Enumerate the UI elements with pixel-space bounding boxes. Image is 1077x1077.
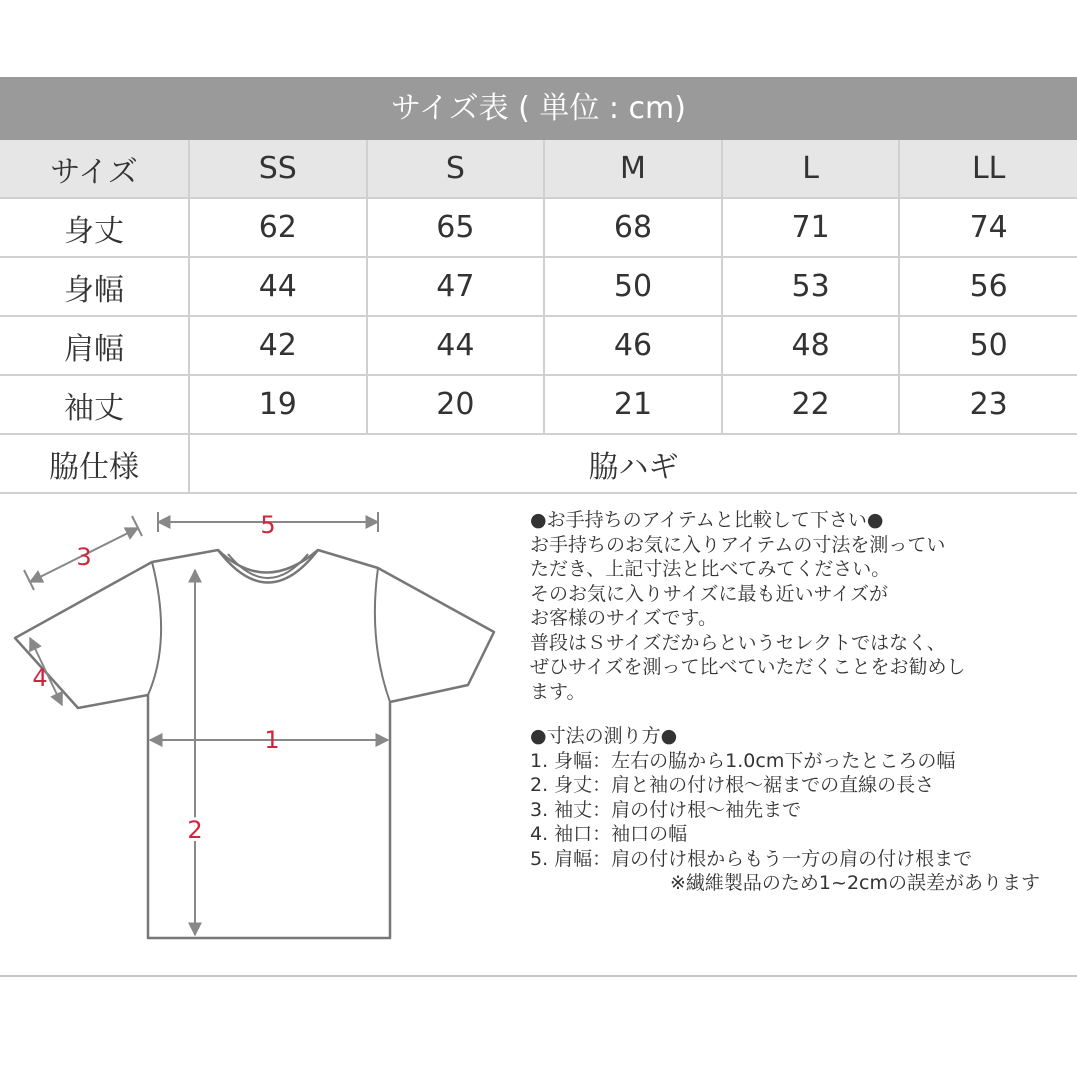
table-row [0, 198, 1077, 257]
table-cell: 44 [367, 316, 545, 375]
table-header-cell: M [544, 140, 722, 198]
disclaimer: ※繊維製品のため1~2cmの誤差があります [670, 872, 1040, 894]
note-line: そのお気に入りサイズに最も近いサイズが [530, 582, 888, 605]
measure-line: 3. 袖丈：肩の付け根～袖先まで [530, 798, 802, 821]
table-header-row [0, 140, 1077, 198]
measure-line: 5. 肩幅：肩の付け根からもう一方の肩の付け根まで [530, 847, 973, 870]
row-label: 脇仕様 [0, 434, 189, 493]
measure-heading: ●寸法の測り方● [530, 725, 678, 747]
table-cell: 48 [722, 316, 900, 375]
table-cell: 50 [544, 257, 722, 316]
note-line: 普段はＳサイズだからというセレクトではなく、 [530, 631, 946, 654]
dimension-label-5: 5 [260, 511, 276, 539]
table-cell: 53 [722, 257, 900, 316]
size-chart-title: サイズ表 ( 単位 : cm) [0, 77, 1077, 140]
table-cell: 42 [189, 316, 367, 375]
size-table [0, 140, 1077, 494]
table-cell: 47 [367, 257, 545, 316]
measure-line: 2. 身丈：肩と袖の付け根～裾までの直線の長さ [530, 774, 935, 796]
notes-panel [530, 508, 1070, 896]
table-cell: 20 [367, 375, 545, 434]
table-cell: 21 [544, 375, 722, 434]
table-cell: 68 [544, 198, 722, 257]
note-line: ます。 [530, 680, 586, 703]
note-line: ただき、上記寸法と比べてみてください。 [530, 558, 891, 580]
table-row [0, 434, 1077, 493]
measure-line: 4. 袖口：袖口の幅 [530, 823, 688, 845]
table-cell: 44 [189, 257, 367, 316]
note-line: お客様のサイズです。 [530, 607, 717, 629]
tshirt-outline [15, 550, 494, 938]
table-cell: 65 [367, 198, 545, 257]
table-cell: 50 [899, 316, 1077, 375]
row-label: 袖丈 [0, 375, 189, 434]
dimension-label-2: 2 [187, 816, 203, 844]
table-header-cell: サイズ [0, 140, 189, 198]
bottom-divider [0, 975, 1077, 977]
table-cell: 56 [899, 257, 1077, 316]
compare-heading: ●お手持ちのアイテムと比較して下さい● [530, 509, 884, 531]
table-cell: 74 [899, 198, 1077, 257]
table-header-cell: LL [899, 140, 1077, 198]
note-line: お手持ちのお気に入りアイテムの寸法を測ってい [530, 533, 946, 556]
row-label: 身幅 [0, 257, 189, 316]
dimension-label-3: 3 [76, 543, 92, 571]
table-cell: 22 [722, 375, 900, 434]
table-cell: 19 [189, 375, 367, 434]
table-row [0, 375, 1077, 434]
table-cell: 71 [722, 198, 900, 257]
dimension-label-4: 4 [32, 664, 48, 692]
table-header-cell: S [367, 140, 545, 198]
dimension-label-1: 1 [264, 726, 280, 754]
measure-line: 1. 身幅：左右の脇から1.0cm下がったところの幅 [530, 749, 956, 772]
tshirt-diagram [0, 490, 520, 960]
table-cell-merged: 脇ハギ [189, 434, 1077, 493]
row-label: 身丈 [0, 198, 189, 257]
row-label: 肩幅 [0, 316, 189, 375]
table-cell: 62 [189, 198, 367, 257]
table-row [0, 257, 1077, 316]
table-header-cell: SS [189, 140, 367, 198]
table-cell: 23 [899, 375, 1077, 434]
table-cell: 46 [544, 316, 722, 375]
note-line: ぜひサイズを測って比べていただくことをお勧めし [530, 656, 966, 678]
table-header-cell: L [722, 140, 900, 198]
table-row [0, 316, 1077, 375]
